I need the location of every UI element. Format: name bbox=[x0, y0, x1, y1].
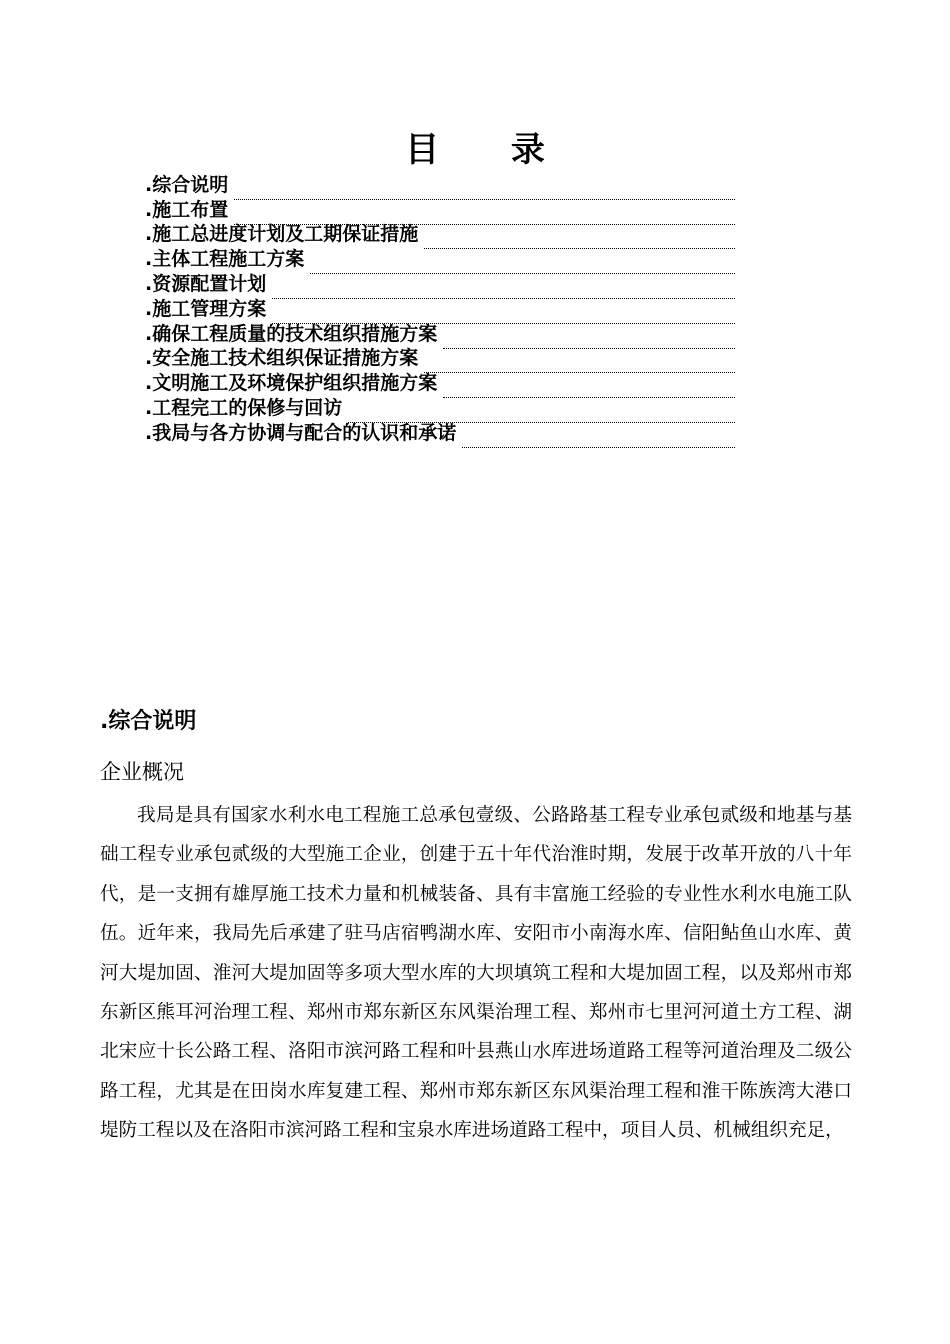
sub-heading: 企业概况 bbox=[100, 760, 184, 784]
toc-entry[interactable] bbox=[145, 347, 735, 372]
toc-entry-label: .资源配置计划 bbox=[145, 272, 267, 295]
toc-entry[interactable] bbox=[145, 272, 735, 297]
body-paragraph: 我局是具有国家水利水电工程施工总承包壹级、公路路基工程专业承包贰级和地基与基础工程专业承包贰级的大型施工企业，创建于五十年代治淮时期，发展于改革开放的八十年代，是一支拥有雄厚施工技术力量和机械装备、具有丰富施工经验的专业性水利水电施工队伍。近年来，我局先后承建了驻马店宿鸭湖水库、安阳市小南海水库、信阳鲇鱼山水库、黄河大堤加固、淮河大堤加固等多项大型水库的大坝填筑工程和大堤加固工程，以及郑州市郑东新区熊耳河治理工程、郑州市郑东新区东风渠治理工程、郑州市七里河河道土方工程、湖北宋应十长公路工程、洛阳市滨河路工程和叶县燕山水库进场道路工程等河道治理及二级公路工程，尤其是在田岗水库复建工程、郑州市郑东新区东风渠治理工程和淮干陈族湾大港口堤防工程以及在洛阳市滨河路工程和宝泉水库进场道路工程中，项目人员、机械组织充足， bbox=[100, 805, 852, 1142]
toc-entry[interactable] bbox=[145, 247, 735, 272]
toc-entry-label: .确保工程质量的技术组织措施方案 bbox=[145, 322, 438, 345]
toc-entry[interactable] bbox=[145, 297, 735, 322]
toc-entry[interactable] bbox=[145, 198, 735, 223]
toc-entry-label: .我局与各方协调与配合的认识和承诺 bbox=[145, 421, 457, 444]
toc-entry[interactable] bbox=[145, 223, 735, 248]
toc-entry[interactable] bbox=[145, 396, 735, 421]
toc-title: 目 录 bbox=[405, 130, 575, 170]
toc-entry[interactable] bbox=[145, 173, 735, 198]
toc-entry-label: .安全施工技术组织保证措施方案 bbox=[145, 347, 419, 370]
section-heading: .综合说明 bbox=[100, 709, 197, 734]
toc-entry[interactable] bbox=[145, 371, 735, 396]
toc-entry-label: .施工总进度计划及工期保证措施 bbox=[145, 223, 419, 246]
table-of-contents bbox=[145, 173, 735, 446]
toc-entry-label: .施工管理方案 bbox=[145, 297, 267, 320]
toc-dot-leader bbox=[462, 447, 735, 448]
toc-entry-label: .施工布置 bbox=[145, 198, 229, 221]
toc-entry-label: .工程完工的保修与回访 bbox=[145, 396, 343, 419]
toc-entry-label: .综合说明 bbox=[145, 173, 229, 196]
toc-entry-label: .主体工程施工方案 bbox=[145, 248, 305, 271]
toc-entry[interactable] bbox=[145, 322, 735, 347]
toc-entry[interactable] bbox=[145, 421, 735, 446]
toc-entry-label: .文明施工及环境保护组织措施方案 bbox=[145, 372, 438, 395]
